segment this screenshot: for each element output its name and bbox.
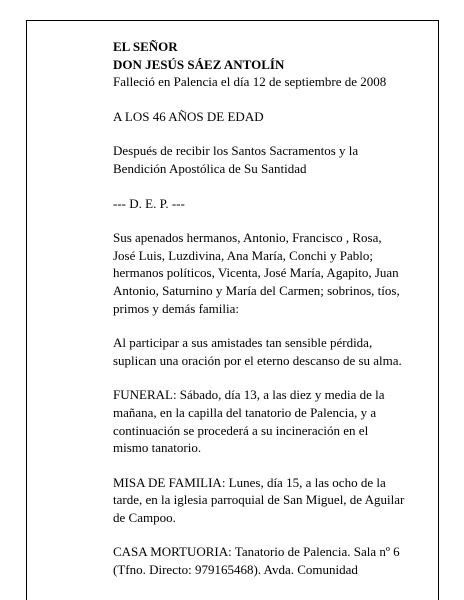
age-line: A LOS 46 AÑOS DE EDAD bbox=[113, 108, 264, 124]
page-border-right bbox=[438, 20, 439, 600]
family-line: hermanos políticos, Vicenta, José María, Agapito, Juan bbox=[113, 265, 399, 281]
casa-line: (Tfno. Directo: 979165468). Avda. Comunidad bbox=[113, 562, 358, 578]
funeral-line: mañana, en la capilla del tanatorio de Palencia, y a bbox=[113, 404, 377, 420]
title-line: EL SEÑOR bbox=[113, 39, 178, 54]
sacraments-line: Después de recibir los Santos Sacramentos y la bbox=[113, 143, 359, 159]
spacer bbox=[113, 457, 413, 474]
funeral-line: mismo tanatorio. bbox=[113, 440, 202, 456]
request-line: Al participar a sus amistades tan sensible pérdida, bbox=[113, 335, 373, 351]
spacer bbox=[113, 178, 413, 195]
deceased-name: DON JESÚS SÁEZ ANTOLÍN bbox=[113, 56, 285, 72]
spacer bbox=[113, 369, 413, 386]
request-line: suplican una oración por el eterno descanso de su alma. bbox=[113, 352, 402, 368]
funeral-line: FUNERAL: Sábado, día 13, a las diez y media de la bbox=[113, 387, 385, 403]
family-line: primos y demás familia: bbox=[113, 300, 240, 316]
sacraments-line: Bendición Apostólica de Su Santidad bbox=[113, 160, 307, 176]
family-line: José Luis, Luzdivina, Ana María, Conchi y Pablo; bbox=[113, 247, 373, 263]
spacer bbox=[113, 317, 413, 334]
spacer bbox=[113, 212, 413, 229]
rip-line: --- D. E. P. --- bbox=[113, 195, 185, 211]
misa-line: tarde, en la iglesia parroquial de San Miguel, de Aguilar bbox=[113, 492, 405, 508]
spacer bbox=[113, 125, 413, 142]
death-date-line: Falleció en Palencia el día 12 de septiembre de 2008 bbox=[113, 74, 387, 90]
spacer bbox=[113, 526, 413, 543]
page-border-left bbox=[26, 20, 27, 600]
funeral-line: continuación se procederá a su incineración en el bbox=[113, 422, 369, 438]
spacer bbox=[113, 91, 413, 108]
misa-line: de Campoo. bbox=[113, 509, 176, 525]
page-border-top bbox=[26, 20, 439, 21]
misa-line: MISA DE FAMILIA: Lunes, día 15, a las ocho de la bbox=[113, 474, 386, 490]
casa-line: CASA MORTUORIA: Tanatorio de Palencia. Sala nº 6 bbox=[113, 544, 400, 560]
obituary-text bbox=[113, 38, 413, 579]
family-line: Sus apenados hermanos, Antonio, Francisco , Rosa, bbox=[113, 230, 382, 246]
family-line: Antonio, Saturnino y María del Carmen; sobrinos, tíos, bbox=[113, 282, 400, 298]
